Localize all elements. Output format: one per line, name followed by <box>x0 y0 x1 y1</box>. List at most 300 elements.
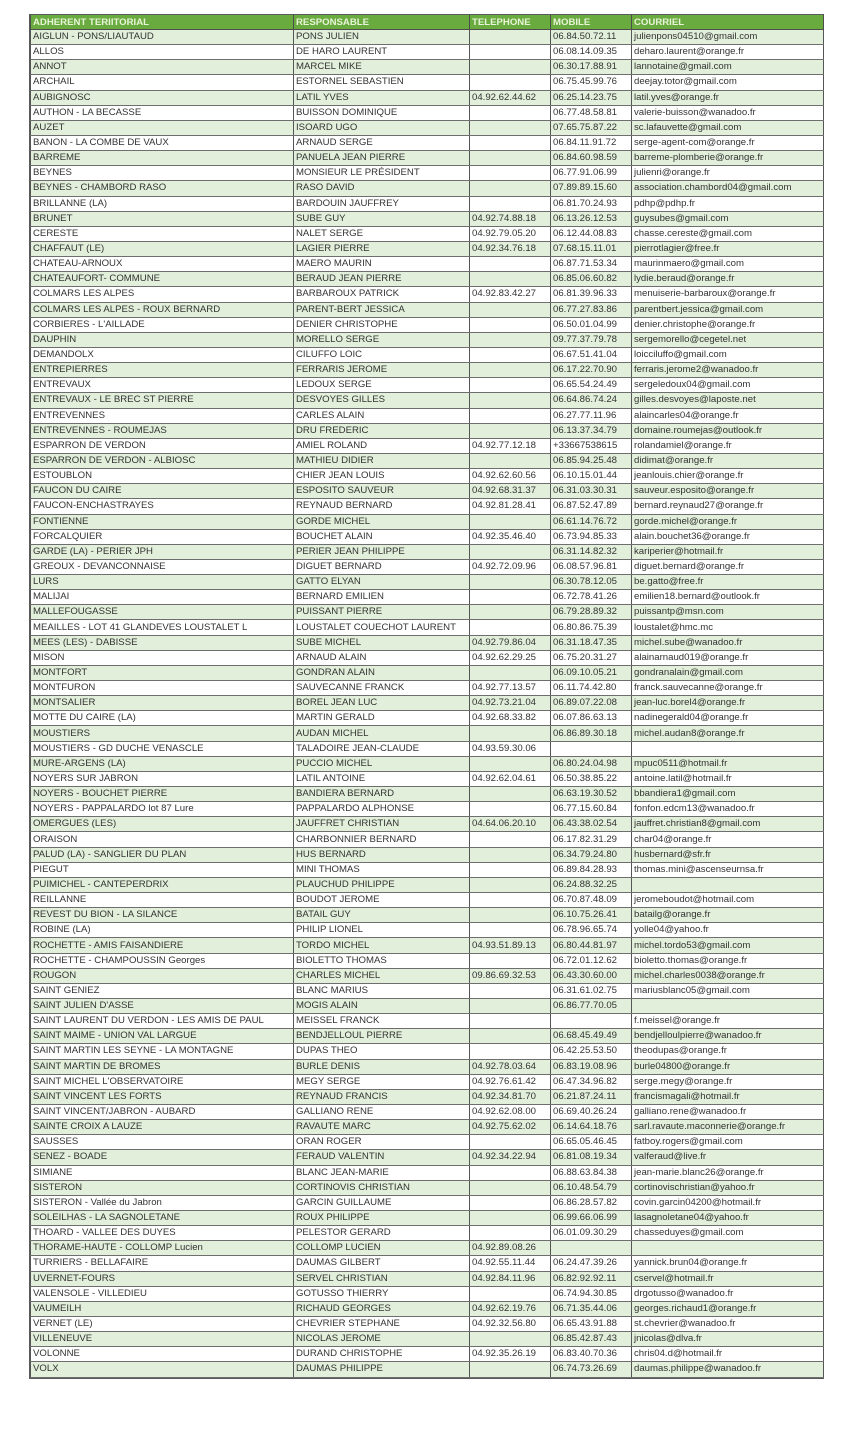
cell-telephone: 04.92.35.46.40 <box>470 529 551 544</box>
cell-adherent-territorial: DAUPHIN <box>31 332 294 347</box>
cell-courriel: julienpons04510@gmail.com <box>632 30 824 45</box>
cell-telephone: 04.92.62.04.61 <box>470 771 551 786</box>
cell-adherent-territorial: SAINT GENIEZ <box>31 983 294 998</box>
cell-telephone <box>470 1362 551 1377</box>
cell-courriel: bbandiera1@gmail.com <box>632 787 824 802</box>
cell-responsable: BIOLETTO THOMAS <box>294 953 470 968</box>
cell-mobile: 06.87.52.47.89 <box>551 499 632 514</box>
cell-telephone <box>470 983 551 998</box>
cell-mobile: 06.79.28.89.32 <box>551 605 632 620</box>
cell-adherent-territorial: ANNOT <box>31 60 294 75</box>
cell-mobile: 06.89.07.22.08 <box>551 696 632 711</box>
cell-adherent-territorial: SAINT VINCENT/JABRON - AUBARD <box>31 1104 294 1119</box>
cell-responsable: SUBE GUY <box>294 211 470 226</box>
cell-responsable: LATIL ANTOINE <box>294 771 470 786</box>
cell-telephone <box>470 665 551 680</box>
cell-mobile: 06.43.38.02.54 <box>551 817 632 832</box>
cell-telephone <box>470 1286 551 1301</box>
cell-telephone <box>470 135 551 150</box>
cell-telephone <box>470 575 551 590</box>
cell-responsable: BLANC MARIUS <box>294 983 470 998</box>
cell-courriel: yolle04@yahoo.fr <box>632 923 824 938</box>
cell-adherent-territorial: ESPARRON DE VERDON <box>31 438 294 453</box>
cell-adherent-territorial: REILLANNE <box>31 893 294 908</box>
table-row <box>31 423 824 438</box>
table-row <box>31 181 824 196</box>
cell-responsable: BOUCHET ALAIN <box>294 529 470 544</box>
cell-adherent-territorial: BARREME <box>31 151 294 166</box>
table-row <box>31 75 824 90</box>
cell-courriel: fonfon.edcm13@wanadoo.fr <box>632 802 824 817</box>
table-row <box>31 1316 824 1331</box>
cell-responsable: BLANC JEAN-MARIE <box>294 1165 470 1180</box>
table-row <box>31 847 824 862</box>
cell-adherent-territorial: SISTERON - Vallée du Jabron <box>31 1195 294 1210</box>
cell-adherent-territorial: NOYERS SUR JABRON <box>31 771 294 786</box>
cell-adherent-territorial: PUIMICHEL - CANTEPERDRIX <box>31 877 294 892</box>
table-row <box>31 166 824 181</box>
cell-adherent-territorial: ENTREVAUX - LE BREC ST PIERRE <box>31 393 294 408</box>
contacts-sheet <box>29 14 824 1379</box>
header-row <box>31 15 824 30</box>
cell-adherent-territorial: FONTIENNE <box>31 514 294 529</box>
cell-courriel: pierrotlagier@free.fr <box>632 241 824 256</box>
cell-mobile: 06.43.30.60.00 <box>551 968 632 983</box>
cell-mobile: 06.31.61.02.75 <box>551 983 632 998</box>
cell-courriel: jean-marie.blanc26@orange.fr <box>632 1165 824 1180</box>
cell-adherent-territorial: LURS <box>31 575 294 590</box>
cell-telephone: 04.92.83.42.27 <box>470 287 551 302</box>
table-row <box>31 544 824 559</box>
table-row <box>31 1150 824 1165</box>
cell-mobile: 06.68.45.49.49 <box>551 1029 632 1044</box>
cell-courriel: daumas.philippe@wanadoo.fr <box>632 1362 824 1377</box>
cell-courriel: pdhp@pdhp.fr <box>632 196 824 211</box>
table-row <box>31 151 824 166</box>
cell-adherent-territorial: CHAFFAUT (LE) <box>31 241 294 256</box>
cell-mobile: 06.17.82.31.29 <box>551 832 632 847</box>
cell-telephone <box>470 378 551 393</box>
cell-mobile: 06.81.70.24.93 <box>551 196 632 211</box>
cell-courriel: parentbert.jessica@gmail.com <box>632 302 824 317</box>
cell-adherent-territorial: ROCHETTE - CHAMPOUSSIN Georges <box>31 953 294 968</box>
table-row <box>31 499 824 514</box>
cell-responsable: GONDRAN ALAIN <box>294 665 470 680</box>
cell-telephone: 04.92.81.28.41 <box>470 499 551 514</box>
cell-mobile: 06.84.60.98.59 <box>551 151 632 166</box>
cell-telephone <box>470 590 551 605</box>
cell-courriel: loicciluffo@gmail.com <box>632 347 824 362</box>
cell-responsable: MAERO MAURIN <box>294 257 470 272</box>
cell-courriel: michel.audan8@orange.fr <box>632 726 824 741</box>
cell-adherent-territorial: ENTREPIERRES <box>31 363 294 378</box>
table-row <box>31 741 824 756</box>
cell-adherent-territorial: BRUNET <box>31 211 294 226</box>
cell-responsable: PUCCIO MICHEL <box>294 756 470 771</box>
cell-adherent-territorial: MURE-ARGENS (LA) <box>31 756 294 771</box>
table-row <box>31 257 824 272</box>
cell-responsable: ARNAUD ALAIN <box>294 650 470 665</box>
cell-telephone <box>470 363 551 378</box>
cell-responsable: MARTIN GERALD <box>294 711 470 726</box>
cell-courriel: georges.richaud1@orange.fr <box>632 1301 824 1316</box>
table-row <box>31 90 824 105</box>
table-row <box>31 45 824 60</box>
cell-telephone: 04.92.34.76.18 <box>470 241 551 256</box>
cell-responsable: MEISSEL FRANCK <box>294 1014 470 1029</box>
cell-adherent-territorial: SAINT MARTIN DE BROMES <box>31 1059 294 1074</box>
cell-telephone <box>470 30 551 45</box>
table-row <box>31 317 824 332</box>
cell-adherent-territorial: VOLX <box>31 1362 294 1377</box>
table-row <box>31 1044 824 1059</box>
cell-telephone: 04.92.84.11.96 <box>470 1271 551 1286</box>
cell-adherent-territorial: FAUCON DU CAIRE <box>31 484 294 499</box>
table-row <box>31 1332 824 1347</box>
cell-responsable: PANUELA JEAN PIERRE <box>294 151 470 166</box>
cell-courriel: husbernard@sfr.fr <box>632 847 824 862</box>
cell-responsable: MOGIS ALAIN <box>294 999 470 1014</box>
cell-mobile: 06.13.26.12.53 <box>551 211 632 226</box>
cell-mobile: 06.77.27.83.86 <box>551 302 632 317</box>
cell-courriel: chasseduyes@gmail.com <box>632 1226 824 1241</box>
cell-mobile: 06.99.66.06.99 <box>551 1210 632 1225</box>
cell-telephone: 04.92.73.21.04 <box>470 696 551 711</box>
cell-mobile: 06.85.42.87.43 <box>551 1332 632 1347</box>
cell-courriel: chris04.d@hotmail.fr <box>632 1347 824 1362</box>
cell-courriel: gorde.michel@orange.fr <box>632 514 824 529</box>
cell-adherent-territorial: MOTTE DU CAIRE (LA) <box>31 711 294 726</box>
cell-courriel: gondranalain@gmail.com <box>632 665 824 680</box>
cell-courriel: sergemorello@cegetel.net <box>632 332 824 347</box>
cell-responsable: CHIER JEAN LOUIS <box>294 469 470 484</box>
cell-courriel: diguet.bernard@orange.fr <box>632 559 824 574</box>
cell-responsable: BERNARD EMILIEN <box>294 590 470 605</box>
table-row <box>31 802 824 817</box>
cell-adherent-territorial: BEYNES - CHAMBORD RASO <box>31 181 294 196</box>
cell-courriel: mpuc0511@hotmail.fr <box>632 756 824 771</box>
table-row <box>31 665 824 680</box>
cell-courriel: sarl.ravaute.maconnerie@orange.fr <box>632 1120 824 1135</box>
table-row <box>31 1014 824 1029</box>
cell-courriel: emilien18.bernard@outlook.fr <box>632 590 824 605</box>
cell-mobile: 06.65.54.24.49 <box>551 378 632 393</box>
table-row <box>31 590 824 605</box>
cell-responsable: ESPOSITO SAUVEUR <box>294 484 470 499</box>
cell-telephone <box>470 832 551 847</box>
cell-telephone: 04.92.77.12.18 <box>470 438 551 453</box>
cell-courriel: jeanlouis.chier@orange.fr <box>632 469 824 484</box>
table-row <box>31 363 824 378</box>
cell-responsable: AUDAN MICHEL <box>294 726 470 741</box>
cell-adherent-territorial: SAINT LAURENT DU VERDON - LES AMIS DE PAUL <box>31 1014 294 1029</box>
cell-telephone <box>470 908 551 923</box>
cell-adherent-territorial: PIEGUT <box>31 862 294 877</box>
cell-adherent-territorial: MOUSTIERS - GD DUCHE VENASCLE <box>31 741 294 756</box>
cell-courriel: menuiserie-barbaroux@orange.fr <box>632 287 824 302</box>
cell-telephone <box>470 181 551 196</box>
cell-courriel: jeromeboudot@hotmail.com <box>632 893 824 908</box>
cell-adherent-territorial: BRILLANNE (LA) <box>31 196 294 211</box>
cell-adherent-territorial: NOYERS - PAPPALARDO lot 87 Lure <box>31 802 294 817</box>
cell-telephone <box>470 999 551 1014</box>
cell-courriel: serge.megy@orange.fr <box>632 1074 824 1089</box>
cell-mobile: 06.09.10.05.21 <box>551 665 632 680</box>
cell-adherent-territorial: NOYERS - BOUCHET PIERRE <box>31 787 294 802</box>
cell-responsable: LEDOUX SERGE <box>294 378 470 393</box>
cell-courriel: alain.bouchet36@orange.fr <box>632 529 824 544</box>
table-row <box>31 302 824 317</box>
cell-courriel: latil.yves@orange.fr <box>632 90 824 105</box>
table-row <box>31 1029 824 1044</box>
cell-responsable: COLLOMP LUCIEN <box>294 1241 470 1256</box>
cell-mobile: 06.61.14.76.72 <box>551 514 632 529</box>
cell-responsable: PELESTOR GERARD <box>294 1226 470 1241</box>
cell-mobile: 06.31.18.47.35 <box>551 635 632 650</box>
table-row <box>31 438 824 453</box>
table-row <box>31 408 824 423</box>
table-row <box>31 1120 824 1135</box>
cell-responsable: CARLES ALAIN <box>294 408 470 423</box>
cell-responsable: GATTO ELYAN <box>294 575 470 590</box>
table-row <box>31 650 824 665</box>
cell-adherent-territorial: SIMIANE <box>31 1165 294 1180</box>
cell-adherent-territorial: MONTSALIER <box>31 696 294 711</box>
cell-adherent-territorial: MALIJAI <box>31 590 294 605</box>
table-row <box>31 999 824 1014</box>
table-row <box>31 105 824 120</box>
cell-responsable: DAUMAS GILBERT <box>294 1256 470 1271</box>
cell-responsable: REYNAUD FRANCIS <box>294 1089 470 1104</box>
cell-responsable: CHARLES MICHEL <box>294 968 470 983</box>
cell-telephone <box>470 605 551 620</box>
table-row <box>31 575 824 590</box>
cell-courriel <box>632 1241 824 1256</box>
cell-adherent-territorial: SISTERON <box>31 1180 294 1195</box>
cell-telephone: 04.92.32.56.80 <box>470 1316 551 1331</box>
cell-adherent-territorial: VAUMEILH <box>31 1301 294 1316</box>
cell-responsable: ESTORNEL SEBASTIEN <box>294 75 470 90</box>
cell-adherent-territorial: MONTFURON <box>31 681 294 696</box>
cell-mobile: 06.83.19.08.96 <box>551 1059 632 1074</box>
cell-adherent-territorial: ENTREVENNES - ROUMEJAS <box>31 423 294 438</box>
table-row <box>31 862 824 877</box>
cell-adherent-territorial: ALLOS <box>31 45 294 60</box>
cell-responsable: DAUMAS PHILIPPE <box>294 1362 470 1377</box>
cell-telephone: 04.92.78.03.64 <box>470 1059 551 1074</box>
cell-telephone: 04.92.34.22.94 <box>470 1150 551 1165</box>
cell-adherent-territorial: VOLONNE <box>31 1347 294 1362</box>
header-mobile: MOBILE <box>551 15 632 30</box>
cell-mobile: 06.84.11.91.72 <box>551 135 632 150</box>
cell-mobile: 06.80.86.75.39 <box>551 620 632 635</box>
cell-mobile: 06.24.88.32.25 <box>551 877 632 892</box>
table-row <box>31 877 824 892</box>
table-row <box>31 711 824 726</box>
cell-courriel: gilles.desvoyes@laposte.net <box>632 393 824 408</box>
cell-telephone: 04.92.35.26.19 <box>470 1347 551 1362</box>
cell-mobile <box>551 1014 632 1029</box>
cell-adherent-territorial: VERNET (LE) <box>31 1316 294 1331</box>
cell-mobile: 06.13.37.34.79 <box>551 423 632 438</box>
cell-courriel: valerie-buisson@wanadoo.fr <box>632 105 824 120</box>
cell-responsable: FERAUD VALENTIN <box>294 1150 470 1165</box>
cell-mobile: 06.73.94.85.33 <box>551 529 632 544</box>
cell-mobile: 06.34.79.24.80 <box>551 847 632 862</box>
cell-adherent-territorial: FORCALQUIER <box>31 529 294 544</box>
cell-adherent-territorial: SOLEILHAS - LA SAGNOLETANE <box>31 1210 294 1225</box>
cell-mobile: 06.63.19.30.52 <box>551 787 632 802</box>
table-row <box>31 529 824 544</box>
cell-responsable: RICHAUD GEORGES <box>294 1301 470 1316</box>
cell-adherent-territorial: SAINT MICHEL L'OBSERVATOIRE <box>31 1074 294 1089</box>
cell-mobile: 06.07.86.63.13 <box>551 711 632 726</box>
table-row <box>31 226 824 241</box>
table-row <box>31 1180 824 1195</box>
cell-telephone: 04.92.62.29.25 <box>470 650 551 665</box>
cell-courriel: bendjelloulpierre@wanadoo.fr <box>632 1029 824 1044</box>
cell-mobile: 06.81.08.19.34 <box>551 1150 632 1165</box>
cell-responsable: CILUFFO LOIC <box>294 347 470 362</box>
cell-courriel: franck.sauvecanne@orange.fr <box>632 681 824 696</box>
cell-courriel: barreme-plomberie@orange.fr <box>632 151 824 166</box>
cell-mobile: 06.86.28.57.82 <box>551 1195 632 1210</box>
cell-mobile: 06.14.64.18.76 <box>551 1120 632 1135</box>
table-row <box>31 681 824 696</box>
cell-telephone <box>470 1210 551 1225</box>
cell-courriel: alaincarles04@orange.fr <box>632 408 824 423</box>
table-row <box>31 1074 824 1089</box>
cell-courriel: theodupas@orange.fr <box>632 1044 824 1059</box>
cell-telephone: 09.86.69.32.53 <box>470 968 551 983</box>
table-row <box>31 1195 824 1210</box>
cell-adherent-territorial: MOUSTIERS <box>31 726 294 741</box>
cell-telephone <box>470 1029 551 1044</box>
cell-mobile: 06.64.86.74.24 <box>551 393 632 408</box>
cell-courriel <box>632 741 824 756</box>
cell-telephone <box>470 923 551 938</box>
cell-courriel: chasse.cereste@gmail.com <box>632 226 824 241</box>
table-row <box>31 1301 824 1316</box>
cell-courriel: jnicolas@dlva.fr <box>632 1332 824 1347</box>
cell-mobile: 06.84.50.72.11 <box>551 30 632 45</box>
cell-courriel: yannick.brun04@orange.fr <box>632 1256 824 1271</box>
cell-responsable: JAUFFRET CHRISTIAN <box>294 817 470 832</box>
cell-mobile: 06.08.57.96.81 <box>551 559 632 574</box>
cell-responsable: LOUSTALET COUECHOT LAURENT <box>294 620 470 635</box>
cell-responsable: BOUDOT JEROME <box>294 893 470 908</box>
cell-responsable: GALLIANO RENE <box>294 1104 470 1119</box>
cell-courriel: mariusblanc05@gmail.com <box>632 983 824 998</box>
cell-courriel: drgotusso@wanadoo.fr <box>632 1286 824 1301</box>
cell-telephone <box>470 1014 551 1029</box>
cell-responsable: PLAUCHUD PHILIPPE <box>294 877 470 892</box>
cell-adherent-territorial: CHATEAU-ARNOUX <box>31 257 294 272</box>
cell-adherent-territorial: ROCHETTE - AMIS FAISANDIERE <box>31 938 294 953</box>
cell-adherent-territorial: ORAISON <box>31 832 294 847</box>
cell-responsable: RAVAUTE MARC <box>294 1120 470 1135</box>
cell-telephone <box>470 453 551 468</box>
table-row <box>31 484 824 499</box>
cell-courriel: batailg@orange.fr <box>632 908 824 923</box>
cell-adherent-territorial: ENTREVAUX <box>31 378 294 393</box>
table-row <box>31 968 824 983</box>
cell-telephone <box>470 423 551 438</box>
cell-adherent-territorial: PALUD (LA) - SANGLIER DU PLAN <box>31 847 294 862</box>
cell-telephone <box>470 787 551 802</box>
cell-telephone: 04.92.89.08.26 <box>470 1241 551 1256</box>
cell-courriel: char04@orange.fr <box>632 832 824 847</box>
cell-telephone <box>470 1135 551 1150</box>
cell-telephone: 04.92.34.81.70 <box>470 1089 551 1104</box>
cell-adherent-territorial: GREOUX - DEVANCONNAISE <box>31 559 294 574</box>
table-row <box>31 332 824 347</box>
table-row <box>31 196 824 211</box>
cell-responsable: NICOLAS JEROME <box>294 1332 470 1347</box>
cell-responsable: ROUX PHILIPPE <box>294 1210 470 1225</box>
cell-telephone: 04.93.51.89.13 <box>470 938 551 953</box>
table-row <box>31 135 824 150</box>
cell-mobile: 06.85.94.25.48 <box>551 453 632 468</box>
cell-telephone: 04.92.62.08.00 <box>470 1104 551 1119</box>
cell-courriel <box>632 877 824 892</box>
cell-courriel: jean-luc.borel4@orange.fr <box>632 696 824 711</box>
cell-adherent-territorial: UVERNET-FOURS <box>31 1271 294 1286</box>
cell-responsable: PUISSANT PIERRE <box>294 605 470 620</box>
cell-mobile: 06.50.38.85.22 <box>551 771 632 786</box>
table-row <box>31 272 824 287</box>
cell-adherent-territorial: GARDE (LA) - PERIER JPH <box>31 544 294 559</box>
cell-telephone <box>470 802 551 817</box>
cell-responsable: AMIEL ROLAND <box>294 438 470 453</box>
cell-adherent-territorial: SENEZ - BOADE <box>31 1150 294 1165</box>
cell-responsable: BATAIL GUY <box>294 908 470 923</box>
cell-adherent-territorial: SAUSSES <box>31 1135 294 1150</box>
cell-courriel: lasagnoletane04@yahoo.fr <box>632 1210 824 1225</box>
cell-courriel: association.chambord04@gmail.com <box>632 181 824 196</box>
cell-mobile: 06.01.09.30.29 <box>551 1226 632 1241</box>
cell-responsable: SAUVECANNE FRANCK <box>294 681 470 696</box>
cell-courriel: sc.lafauvette@gmail.com <box>632 120 824 135</box>
cell-mobile: 06.24.47.39.26 <box>551 1256 632 1271</box>
cell-responsable: DRU FREDERIC <box>294 423 470 438</box>
table-row <box>31 469 824 484</box>
cell-mobile: 09.77.37.79.78 <box>551 332 632 347</box>
cell-telephone <box>470 196 551 211</box>
table-row <box>31 1059 824 1074</box>
cell-adherent-territorial: MEAILLES - LOT 41 GLANDEVES LOUSTALET L <box>31 620 294 635</box>
cell-courriel: be.gatto@free.fr <box>632 575 824 590</box>
cell-mobile: 06.30.17.88.91 <box>551 60 632 75</box>
table-row <box>31 953 824 968</box>
table-row <box>31 1165 824 1180</box>
cell-telephone: 04.92.75.62.02 <box>470 1120 551 1135</box>
table-row <box>31 1286 824 1301</box>
cell-adherent-territorial: VALENSOLE - VILLEDIEU <box>31 1286 294 1301</box>
table-row <box>31 983 824 998</box>
table-row <box>31 1362 824 1377</box>
cell-mobile: 06.21.87.24.11 <box>551 1089 632 1104</box>
table-row <box>31 514 824 529</box>
table-row <box>31 211 824 226</box>
cell-mobile: 06.78.96.65.74 <box>551 923 632 938</box>
table-row <box>31 893 824 908</box>
cell-telephone <box>470 347 551 362</box>
cell-adherent-territorial: SAINTE CROIX A LAUZE <box>31 1120 294 1135</box>
table-row <box>31 1256 824 1271</box>
cell-telephone <box>470 317 551 332</box>
cell-mobile: 06.80.24.04.98 <box>551 756 632 771</box>
